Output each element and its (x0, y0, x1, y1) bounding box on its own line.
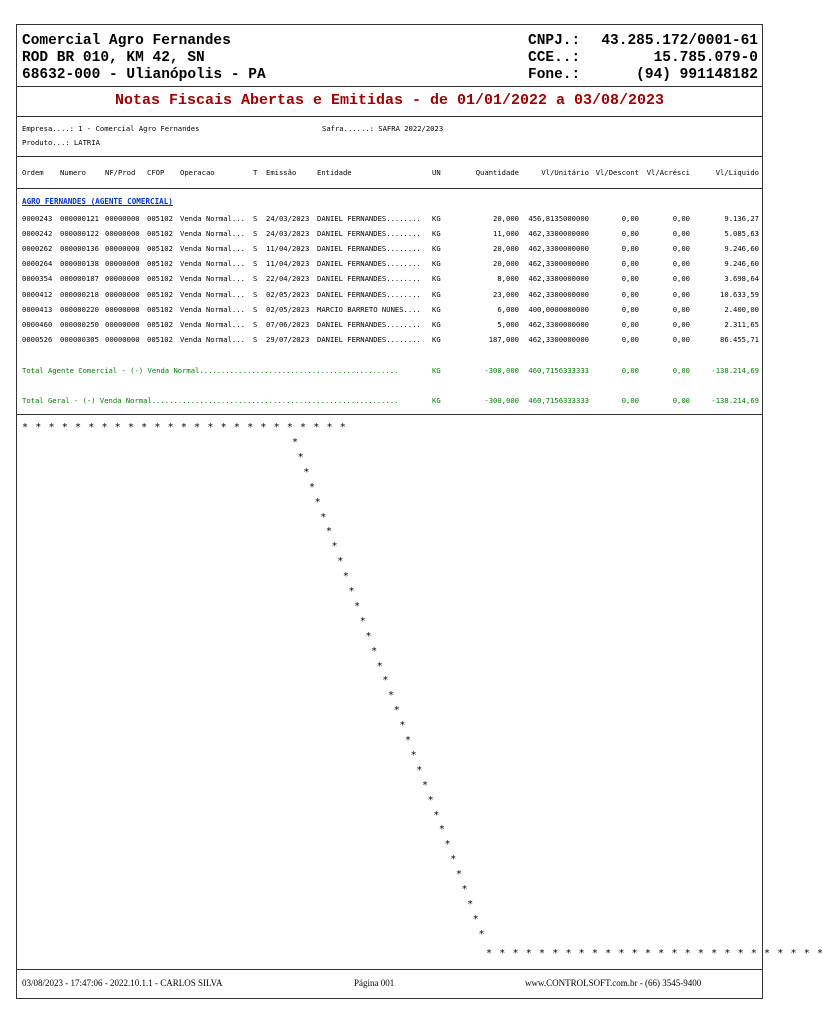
cell-vl-unitario: 462,3300000000 (528, 334, 589, 344)
total-vl-descont: 0,00 (621, 366, 639, 375)
cell-un: KG (432, 214, 441, 223)
total-un: KG (432, 396, 441, 405)
total-vl-descont: 0,00 (621, 396, 639, 405)
cell-cfop: 005102 (147, 319, 173, 329)
filler-star: * (405, 735, 412, 746)
filler-star: * (438, 824, 445, 836)
filler-star: * (399, 720, 406, 732)
cell-vl-descont: 0,00 (621, 289, 639, 299)
cell-t: S (253, 334, 258, 344)
cell-vl-descont: 0,00 (621, 274, 639, 284)
cell-t: S (253, 214, 258, 223)
filler-star: * (467, 898, 474, 910)
cell-nfprod: 00000000 (105, 229, 140, 239)
total-vl-unitario: 460,7156333333 (528, 366, 589, 375)
cell-operacao: Venda Normal... (180, 214, 245, 223)
cell-vl-liquido: 86.455,71 (720, 334, 759, 344)
cell-operacao: Venda Normal... (180, 334, 245, 344)
cell-entidade: DANIEL FERNANDES........ (317, 289, 421, 299)
total-quantidade: -300,000 (484, 396, 519, 405)
cell-ordem: 0000413 (22, 304, 53, 314)
cell-operacao: Venda Normal... (180, 244, 245, 254)
cell-vl-liquido: 2.400,00 (724, 304, 759, 314)
total-label: Total Agente Comercial - (-) Venda Normal.............................................. (22, 366, 399, 375)
filler-star: * (393, 705, 400, 717)
cell-vl-unitario: 456,8135000000 (528, 214, 589, 223)
cnpj-label: CNPJ.: (528, 33, 581, 49)
divider (16, 188, 763, 189)
cell-quantidade: 6,000 (497, 304, 519, 314)
filler-star: * (416, 764, 423, 776)
cell-vl-acresci: 0,00 (672, 244, 690, 254)
cell-t: S (253, 259, 258, 269)
cell-vl-descont: 0,00 (621, 244, 639, 254)
filler-star: * (331, 541, 338, 553)
cell-vl-acresci: 0,00 (672, 289, 690, 299)
filler-star: * (308, 481, 315, 493)
footer-left: 03/08/2023 - 17:47:06 - 2022.10.1.1 - CARLOS SILVA (22, 978, 223, 988)
cell-cfop: 005102 (147, 304, 173, 314)
filler-star: * (297, 451, 304, 463)
cell-un: KG (432, 304, 441, 314)
cell-emissao: 02/05/2023 (266, 304, 310, 314)
col-numero: Numero (60, 168, 86, 177)
col-vl-unitario: Vl/Unitário (541, 168, 589, 177)
cell-vl-unitario: 462,3300000000 (528, 259, 589, 269)
cell-cfop: 005102 (147, 289, 173, 299)
col-entidade: Entidade (317, 168, 352, 177)
cnpj-value: 43.285.172/0001-61 (601, 33, 758, 49)
col-nfprod: NF/Prod (105, 168, 136, 177)
cell-entidade: DANIEL FERNANDES........ (317, 259, 421, 269)
col-quantidade: Quantidade (475, 168, 519, 177)
cell-ordem: 0000354 (22, 274, 53, 284)
cell-vl-liquido: 9.246,60 (724, 259, 759, 269)
cell-operacao: Venda Normal... (180, 229, 245, 239)
cell-quantidade: 20,000 (493, 214, 519, 223)
filler-star: * (472, 913, 479, 925)
filler-star: * (365, 630, 372, 642)
cell-vl-liquido: 2.311,65 (724, 319, 759, 329)
cell-vl-acresci: 0,00 (672, 259, 690, 269)
group-title: AGRO FERNANDES (AGENTE COMERCIAL) (22, 197, 173, 206)
cce-value: 15.785.079-0 (653, 50, 758, 66)
cell-vl-unitario: 462,3300000000 (528, 319, 589, 329)
cell-t: S (253, 319, 258, 329)
cell-numero: 000000187 (60, 274, 99, 284)
filler-star: * (342, 571, 349, 583)
cell-vl-descont: 0,00 (621, 334, 639, 344)
cell-emissao: 29/07/2023 (266, 334, 310, 344)
cell-numero: 000000138 (60, 259, 99, 269)
report-title: Notas Fiscais Abertas e Emitidas - de 01/01/2022 a 03/08/2023 (114, 92, 665, 109)
cell-t: S (253, 244, 258, 254)
filler-star: * (320, 511, 327, 523)
total-vl-acresci: 0,00 (672, 396, 690, 405)
phone-label: Fone.: (528, 67, 581, 83)
cell-entidade: MARCIO BARRETO NUNES.... (317, 304, 421, 314)
cell-t: S (253, 274, 258, 284)
filler-star: * (348, 586, 355, 597)
cell-quantidade: 11,000 (493, 229, 519, 239)
cell-vl-descont: 0,00 (621, 304, 639, 314)
cell-emissao: 24/03/2023 (266, 214, 310, 223)
cell-nfprod: 00000000 (105, 334, 140, 344)
cell-vl-liquido: 10.633,59 (720, 289, 759, 299)
filter-safra: Safra......: SAFRA 2022/2023 (322, 124, 444, 133)
cell-vl-liquido: 9.136,27 (724, 214, 759, 223)
company-city: 68632-000 - Ulianópolis - PA (22, 67, 266, 83)
cell-vl-acresci: 0,00 (672, 334, 690, 344)
col-vl-descont: Vl/Descont (595, 168, 639, 177)
cell-emissao: 24/03/2023 (266, 229, 310, 239)
total-quantidade: -300,000 (484, 366, 519, 375)
cell-t: S (253, 304, 258, 314)
cell-numero: 000000122 (60, 229, 99, 239)
cell-ordem: 0000460 (22, 319, 53, 329)
cell-un: KG (432, 334, 441, 344)
cell-t: S (253, 229, 258, 239)
cell-un: KG (432, 244, 441, 254)
cell-nfprod: 00000000 (105, 274, 140, 284)
col-operacao: Operacao (180, 168, 215, 177)
divider (16, 86, 763, 87)
cell-un: KG (432, 274, 441, 284)
divider (16, 969, 763, 970)
cell-ordem: 0000264 (22, 259, 53, 269)
cell-ordem: 0000526 (22, 334, 53, 344)
company-ids (528, 33, 758, 84)
filler-star: * (450, 854, 457, 866)
filler-star: * (461, 884, 468, 895)
col-t: T (253, 168, 258, 177)
company-block (22, 33, 266, 84)
cell-entidade: DANIEL FERNANDES........ (317, 274, 421, 284)
divider (16, 116, 763, 117)
filler-star: * (421, 779, 428, 791)
cell-ordem: 0000262 (22, 244, 53, 254)
cell-vl-unitario: 400,0000000000 (528, 304, 589, 314)
cell-nfprod: 00000000 (105, 289, 140, 299)
company-address: ROD BR 010, KM 42, SN (22, 50, 205, 66)
cell-quantidade: 5,000 (497, 319, 519, 329)
filler-star: * (427, 794, 434, 806)
total-vl-liquido: -138.214,69 (711, 366, 759, 375)
cell-numero: 000000305 (60, 334, 99, 344)
cell-operacao: Venda Normal... (180, 274, 245, 284)
cell-vl-descont: 0,00 (621, 259, 639, 269)
filler-star: * (478, 928, 485, 940)
filler-star: * (388, 690, 395, 702)
cell-numero: 000000220 (60, 304, 99, 314)
cell-ordem: 0000243 (22, 214, 53, 223)
cell-vl-liquido: 5.085,63 (724, 229, 759, 239)
cell-nfprod: 00000000 (105, 244, 140, 254)
cell-vl-liquido: 9.246,60 (724, 244, 759, 254)
filler-star: * (371, 645, 378, 657)
cell-vl-acresci: 0,00 (672, 214, 690, 223)
cell-cfop: 005102 (147, 229, 173, 239)
filler-star: * (433, 809, 440, 821)
cell-quantidade: 8,000 (497, 274, 519, 284)
filler-star: * (337, 556, 344, 568)
cell-nfprod: 00000000 (105, 319, 140, 329)
col-un: UN (432, 168, 441, 177)
cell-numero: 000000218 (60, 289, 99, 299)
col-emissao: Emissão (266, 168, 297, 177)
col-vl-acresci: Vl/Acrésci (646, 168, 690, 177)
cell-nfprod: 00000000 (105, 259, 140, 269)
cell-entidade: DANIEL FERNANDES........ (317, 319, 421, 329)
cell-quantidade: 23,000 (493, 289, 519, 299)
cell-emissao: 02/05/2023 (266, 289, 310, 299)
total-vl-unitario: 460,7156333333 (528, 396, 589, 405)
filler-stars-top: * * * * * * * * * * * * * * * * * * * * * * * * * (22, 422, 347, 433)
col-vl-liquido: Vl/Liquido (715, 168, 759, 177)
cell-operacao: Venda Normal... (180, 304, 245, 314)
cell-vl-unitario: 462,3300000000 (528, 244, 589, 254)
cell-operacao: Venda Normal... (180, 259, 245, 269)
filler-star: * (292, 437, 299, 448)
cell-quantidade: 187,000 (488, 334, 519, 344)
cell-cfop: 005102 (147, 214, 173, 223)
cell-operacao: Venda Normal... (180, 319, 245, 329)
cell-cfop: 005102 (147, 334, 173, 344)
cell-vl-unitario: 462,3300000000 (528, 274, 589, 284)
cell-numero: 000000121 (60, 214, 99, 223)
filler-star: * (354, 600, 361, 612)
cell-vl-liquido: 3.698,64 (724, 274, 759, 284)
cell-cfop: 005102 (147, 244, 173, 254)
company-name: Comercial Agro Fernandes (22, 33, 231, 49)
cell-quantidade: 20,000 (493, 244, 519, 254)
col-ordem: Ordem (22, 168, 44, 177)
cell-emissao: 22/04/2023 (266, 274, 310, 284)
cell-nfprod: 00000000 (105, 214, 140, 223)
filler-star: * (303, 466, 310, 478)
cell-vl-acresci: 0,00 (672, 274, 690, 284)
total-vl-liquido: -138.214,69 (711, 396, 759, 405)
cell-nfprod: 00000000 (105, 304, 140, 314)
cell-emissao: 07/06/2023 (266, 319, 310, 329)
filler-star: * (359, 615, 366, 627)
filter-produto: Produto...: LATRIA (22, 138, 100, 147)
cell-vl-acresci: 0,00 (672, 304, 690, 314)
total-un: KG (432, 366, 441, 375)
filler-star: * (314, 496, 321, 508)
filler-star: * (455, 869, 462, 881)
cell-vl-acresci: 0,00 (672, 319, 690, 329)
cell-un: KG (432, 319, 441, 329)
cell-un: KG (432, 229, 441, 239)
cce-label: CCE..: (528, 50, 581, 66)
filler-star: * (410, 749, 417, 761)
cell-emissao: 11/04/2023 (266, 259, 310, 269)
divider (16, 414, 763, 415)
filter-empresa: Empresa....: 1 - Comercial Agro Fernandes (22, 124, 200, 133)
divider (16, 156, 763, 157)
cell-un: KG (432, 259, 441, 269)
cell-un: KG (432, 289, 441, 299)
cell-vl-acresci: 0,00 (672, 229, 690, 239)
cell-entidade: DANIEL FERNANDES........ (317, 244, 421, 254)
total-vl-acresci: 0,00 (672, 366, 690, 375)
cell-operacao: Venda Normal... (180, 289, 245, 299)
filler-star: * (376, 660, 383, 672)
cell-quantidade: 20,000 (493, 259, 519, 269)
filler-star: * (325, 526, 332, 538)
filler-star: * (382, 675, 389, 687)
cell-vl-unitario: 462,3300000000 (528, 289, 589, 299)
cell-entidade: DANIEL FERNANDES........ (317, 334, 421, 344)
footer-right: www.CONTROLSOFT.com.br - (66) 3545-9400 (525, 978, 702, 988)
filler-stars-bottom: * * * * * * * * * * * * * * * * * * * * * * * * * * (486, 948, 824, 959)
cell-t: S (253, 289, 258, 299)
cell-numero: 000000136 (60, 244, 99, 254)
cell-vl-descont: 0,00 (621, 214, 639, 223)
filler-star: * (444, 839, 451, 851)
cell-entidade: DANIEL FERNANDES........ (317, 214, 421, 223)
cell-ordem: 0000242 (22, 229, 53, 239)
cell-ordem: 0000412 (22, 289, 53, 299)
cell-vl-descont: 0,00 (621, 229, 639, 239)
cell-entidade: DANIEL FERNANDES........ (317, 229, 421, 239)
cell-vl-unitario: 462,3300000000 (528, 229, 589, 239)
phone-value: (94) 991148182 (636, 67, 758, 83)
cell-emissao: 11/04/2023 (266, 244, 310, 254)
cell-vl-descont: 0,00 (621, 319, 639, 329)
footer-page: Página 001 (354, 978, 395, 988)
cell-numero: 000000250 (60, 319, 99, 329)
total-label: Total Geral - (-) Venda Normal......................................................... (22, 396, 399, 405)
cell-cfop: 005102 (147, 259, 173, 269)
cell-cfop: 005102 (147, 274, 173, 284)
col-cfop: CFOP (147, 168, 165, 177)
